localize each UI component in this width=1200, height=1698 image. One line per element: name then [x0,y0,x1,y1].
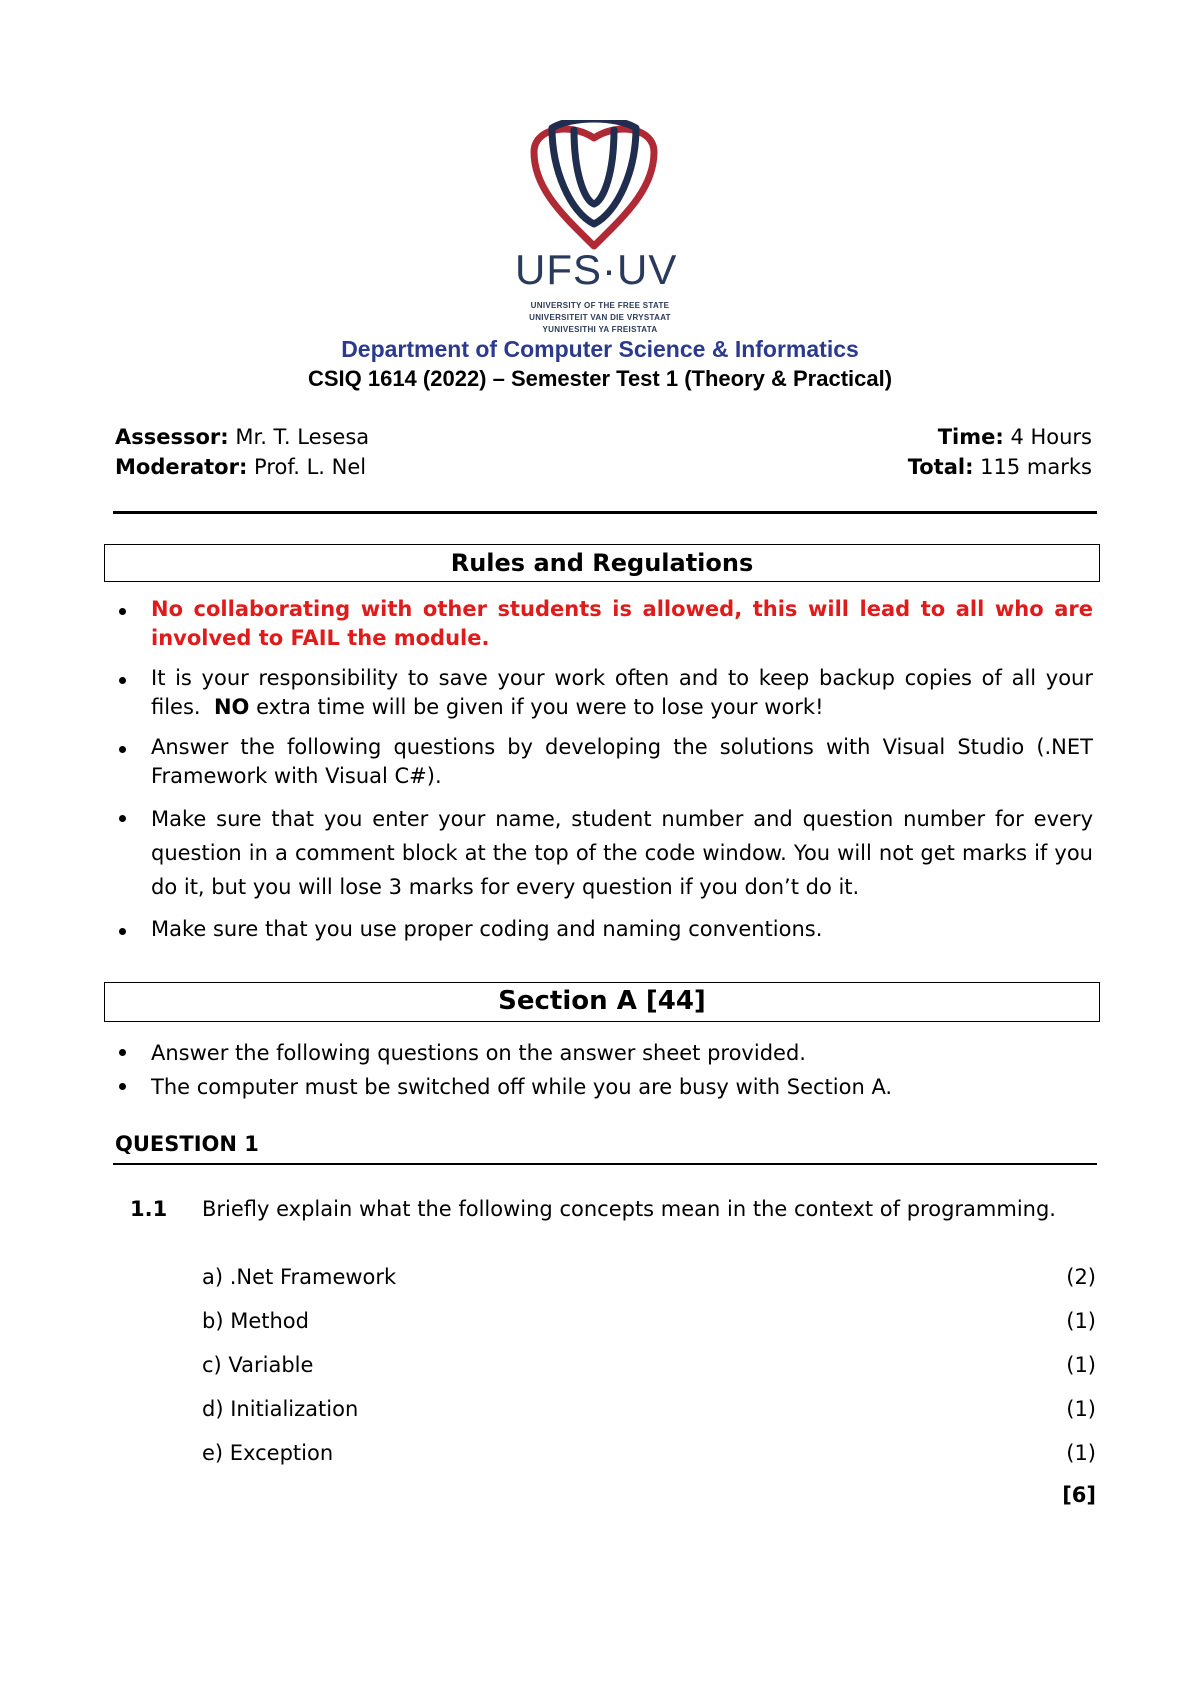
rule-item [113,664,1093,722]
concept-item [202,1441,1096,1465]
rule-text: Answer the following questions by developing the solutions with Visual Studio (.NET Framework with Visual C#). [151,735,1093,788]
assessor-label: Assessor: [115,425,229,449]
total-label: Total: [907,455,974,479]
concept-label: a) .Net Framework [202,1265,397,1289]
section-a-item [113,1070,1093,1104]
logo-subtitle [520,300,680,336]
rule-text: No collaborating with other students is allowed, this will lead to all who are involved to FAIL the module. [151,597,1093,650]
concept-marks: (1) [1066,1397,1096,1421]
meta-right [908,422,1092,482]
concept-item [202,1353,1096,1377]
total-line [908,452,1092,482]
assessor-value: Mr. T. Lesesa [235,425,370,449]
question-1-divider [113,1163,1097,1165]
university-logo [512,120,676,250]
meta-left [115,422,369,482]
question-number: 1.1 [130,1197,168,1221]
rule-emphasis: NO [213,695,250,719]
concept-label: c) Variable [202,1353,314,1377]
department-title: Department of Computer Science & Informatics [341,336,859,362]
course-title: CSIQ 1614 (2022) – Semester Test 1 (Theory & Practical) [307,366,893,391]
section-a-text: The computer must be switched off while you are busy with Section A. [151,1075,893,1099]
question-text: Briefly explain what the following concepts mean in the context of programming. [202,1197,1056,1221]
total-value: 115 marks [980,455,1092,479]
section-a-text: Answer the following questions on the answer sheet provided. [151,1041,806,1065]
time-label: Time: [937,425,1004,449]
concept-marks: (2) [1066,1265,1096,1289]
question-total: [6] [1062,1483,1096,1507]
concept-item [202,1265,1096,1289]
moderator-line [115,452,369,482]
concept-item [202,1397,1096,1421]
rule-text: extra time will be given if you were to lose your work! [256,695,824,719]
rule-item [113,915,1093,944]
question-1-heading: QUESTION 1 [115,1132,259,1156]
rule-item [113,802,1093,904]
concept-marks: (1) [1066,1441,1096,1465]
rules-list [113,595,1093,944]
logo-line-2: UNIVERSITEIT VAN DIE VRYSTAAT [529,313,671,322]
rule-item [113,733,1093,791]
section-a-heading: Section A [44] [104,982,1100,1022]
section-a-list [113,1036,1093,1104]
concept-marks: (1) [1066,1353,1096,1377]
concept-label: d) Initialization [202,1397,359,1421]
moderator-value: Prof. L. Nel [254,455,367,479]
rule-text: Make sure that you use proper coding and naming conventions. [151,917,823,941]
time-line [908,422,1092,452]
rule-text: Make sure that you enter your name, student number and question number for every question in a comment block at the top of the code window. You will not get marks if you do it, but you will lose 3 marks for every question if you don’t do it. [151,807,1093,899]
concept-item [202,1309,1096,1333]
rule-item [113,595,1093,653]
section-a-item [113,1036,1093,1070]
rules-heading: Rules and Regulations [104,544,1100,582]
logo-line-3: YUNIVESITHI YA FREISTATA [542,325,658,334]
concept-label: b) Method [202,1309,309,1333]
moderator-label: Moderator: [115,455,248,479]
concept-marks: (1) [1066,1309,1096,1333]
assessor-line [115,422,369,452]
concept-label: e) Exception [202,1441,334,1465]
logo-wordmark: UFS·UV [515,246,678,293]
logo-line-1: UNIVERSITY OF THE FREE STATE [530,301,670,310]
rule-text: It is your responsibility to save your work often and to keep backup copies of all your files. [151,666,1093,719]
time-value: 4 Hours [1010,425,1092,449]
header-divider [113,511,1097,514]
